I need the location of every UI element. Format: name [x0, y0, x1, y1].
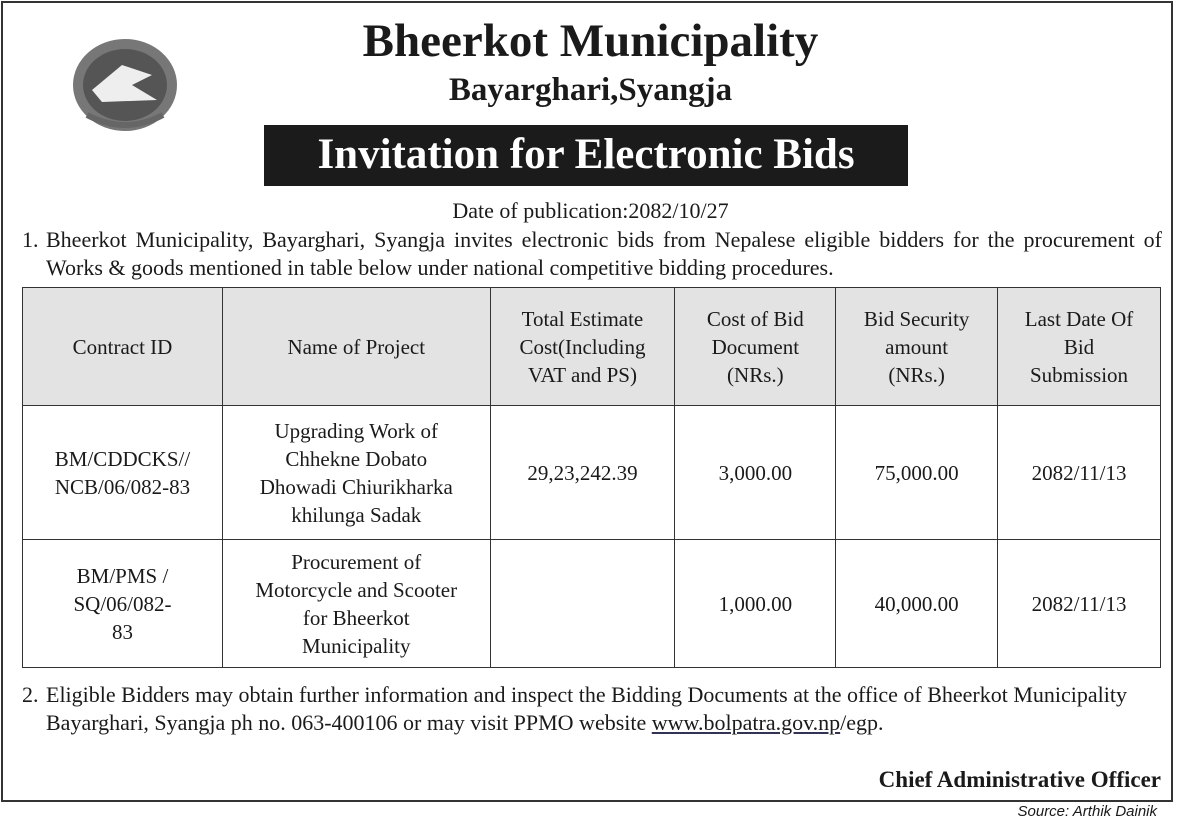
header-last-date: Last Date Of Bid Submission: [998, 288, 1161, 406]
signature-title: Chief Administrative Officer: [878, 767, 1161, 792]
paragraph-text-body: Eligible Bidders may obtain further information and inspect the Bidding Documents at the office of Bheerkot Municipality Bayarghari, Syangja ph no. 063-400106 or may visit PPMO website: [46, 682, 1128, 735]
contract-id: BM/CDDCKS// NCB/06/082-83: [23, 406, 223, 540]
paragraph-2: [22, 681, 1147, 737]
paragraph-text: Bheerkot Municipality, Bayarghari, Syangja invites electronic bids from Nepalese eligible bidders for the procurement of Works & goods mentioned in table below under national competitive bidding procedures.: [46, 227, 1162, 280]
page-title: Bheerkot Municipality: [362, 15, 819, 67]
table-header-row: [23, 288, 1161, 406]
bid-document-cost: 3,000.00: [675, 406, 836, 540]
total-estimate: [490, 540, 675, 668]
paragraph-text-tail: /egp.: [840, 710, 884, 735]
subtitle: Bayarghari,Syangja: [448, 72, 733, 108]
paragraph-number: 1.: [22, 227, 39, 252]
table-row: [23, 540, 1161, 668]
header-contract-id: Contract ID: [23, 288, 223, 406]
header-total-estimate: Total Estimate Cost(Including VAT and PS): [490, 288, 675, 406]
paragraph-1: [22, 226, 1162, 282]
last-date: 2082/11/13: [998, 540, 1161, 668]
bid-document-cost: 1,000.00: [675, 540, 836, 668]
source-credit: Source: Arthik Dainik: [1017, 803, 1157, 820]
publication-date: Date of publication:2082/10/27: [452, 198, 729, 223]
bid-security: 75,000.00: [836, 406, 998, 540]
header-project-name: Name of Project: [222, 288, 490, 406]
bids-table: [22, 287, 1161, 668]
banner-heading: Invitation for Electronic Bids: [264, 125, 908, 186]
total-estimate: 29,23,242.39: [490, 406, 675, 540]
contract-id: BM/PMS / SQ/06/082-83: [23, 540, 223, 668]
header-bid-document-cost: Cost of Bid Document (NRs.): [675, 288, 836, 406]
paragraph-number: 2.: [22, 682, 39, 707]
ppmo-website-link[interactable]: www.bolpatra.gov.np: [651, 710, 841, 735]
table-row: [23, 406, 1161, 540]
paragraph-text: [46, 681, 1147, 737]
project-name: Procurement of Motorcycle and Scooter for Bheerkot Municipality: [222, 540, 490, 668]
last-date: 2082/11/13: [998, 406, 1161, 540]
header-bid-security: Bid Security amount (NRs.): [836, 288, 998, 406]
project-name: Upgrading Work of Chhekne Dobato Dhowadi Chiurikharka khilunga Sadak: [222, 406, 490, 540]
bid-security: 40,000.00: [836, 540, 998, 668]
